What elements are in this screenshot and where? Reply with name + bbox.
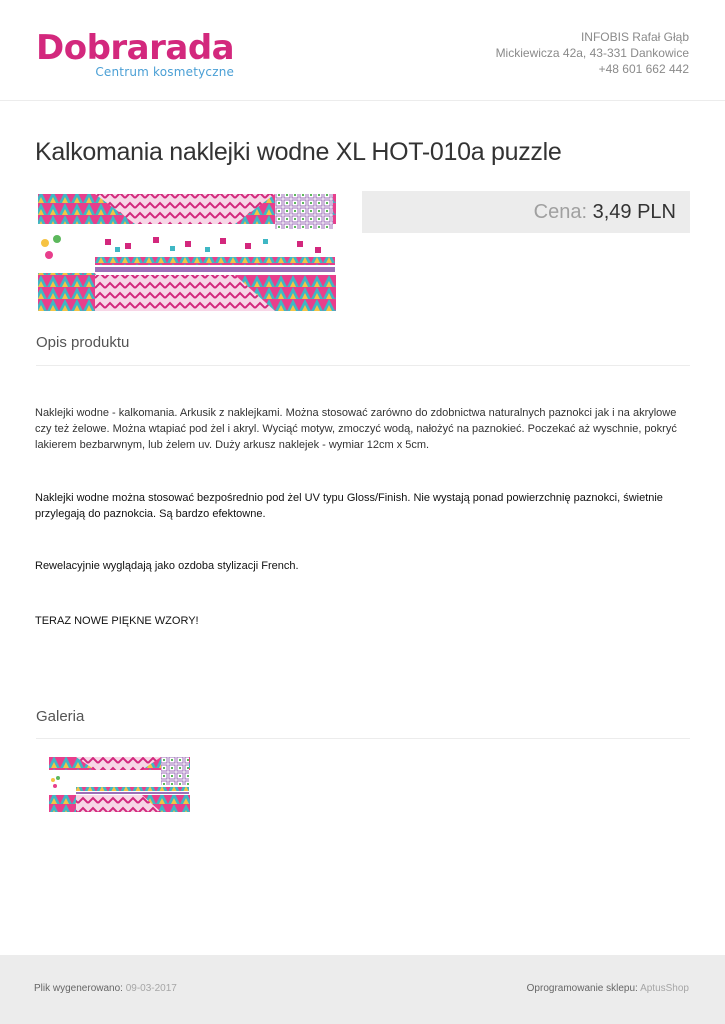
description-paragraph: Rewelacyjnie wyglądają jako ozdoba stylizacji French.: [35, 560, 299, 572]
product-title: Kalkomania naklejki wodne XL HOT-010a puzzle: [35, 138, 562, 166]
software-info: [527, 983, 689, 994]
section-divider: [36, 738, 690, 739]
store-logo[interactable]: [36, 30, 234, 79]
section-title-description: Opis produktu: [36, 334, 130, 351]
software-label: Oprogramowanie sklepu:: [526, 983, 638, 994]
logo-name: Dobrarada: [36, 28, 235, 68]
contact-address: Mickiewicza 42a, 43-331 Dankowice: [495, 46, 689, 60]
store-contact: [496, 29, 689, 77]
price-value: 3,49 PLN: [592, 201, 676, 223]
contact-company: INFOBIS Rafał Głąb: [580, 30, 689, 44]
description-paragraph: Naklejki wodne można stosować bezpośrednio pod żel UV typu Gloss/Finish. Nie wystają ponad powierzchnię paznokci, świetnie przylegają do paznokcia. Są bardzo efektowne.: [35, 492, 663, 520]
section-title-gallery: Galeria: [36, 708, 85, 725]
software-link[interactable]: AptusShop: [640, 983, 689, 994]
section-divider: [36, 365, 690, 366]
contact-phone: +48 601 662 442: [598, 62, 689, 76]
gallery-thumbnail[interactable]: [48, 756, 191, 813]
generated-date: 09-03-2017: [125, 983, 177, 994]
generated-info: [34, 983, 177, 994]
description-paragraph: Naklejki wodne - kalkomania. Arkusik z naklejkami. Można stosować zarówno do zdobnictwa naturalnych paznokci jak i na akrylowe czy też żelowe. Można wtapiać pod żel i akryl. Wyciąć motyw, zmoczyć wodą, nałożyć na paznokieć. Poczekać aż wyschnie, pokryć lakierem bezbarwnym, lub żelem uv. Duży arkusz naklejek - wymiar 12cm x 5cm.: [35, 407, 677, 451]
product-image[interactable]: [35, 191, 339, 314]
price-box: [362, 191, 690, 233]
page-header: [0, 0, 725, 101]
generated-label: Plik wygenerowano:: [34, 983, 123, 994]
page-footer: [0, 955, 725, 1024]
price-label: Cena:: [533, 201, 588, 223]
logo-subtitle: Centrum kosmetyczne: [95, 65, 235, 79]
description-paragraph: TERAZ NOWE PIĘKNE WZORY!: [35, 615, 199, 627]
